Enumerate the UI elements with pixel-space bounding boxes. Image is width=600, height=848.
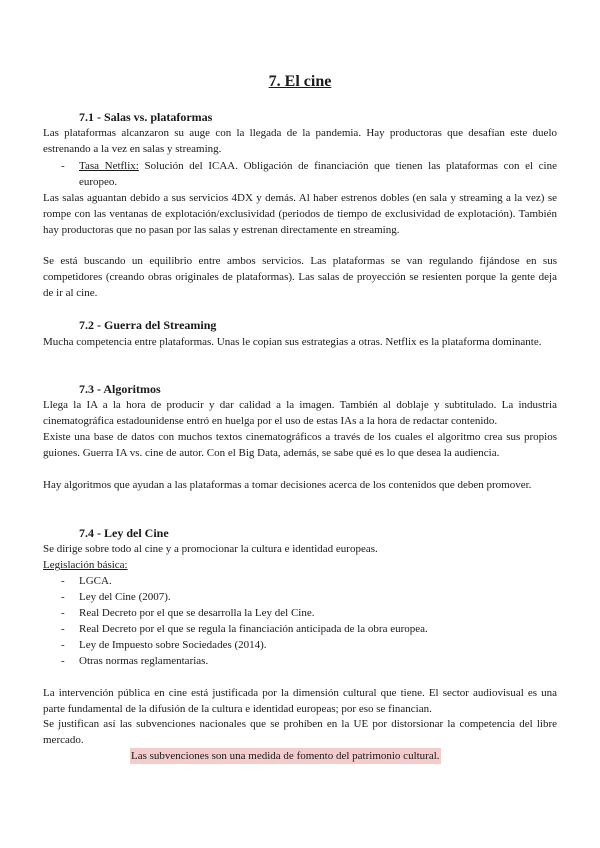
paragraph-equilibrio: Se está buscando un equilibrio entre ambos servicios. Las plataformas se van regulando fijándose en sus competidores (creando obras originales de plataformas). Las salas de proyección se resienten porque la gente deja de ir al cine. <box>43 255 557 299</box>
list-item: - Ley del Cine (2007). <box>61 591 171 603</box>
paragraph-cultura-europea: Se dirige sobre todo al cine y a promocionar la cultura e identidad europeas. <box>43 543 378 555</box>
bullet-dash: - <box>61 160 65 172</box>
highlighted-sentence: Las subvenciones son una medida de fomento del patrimonio cultural. <box>131 750 440 762</box>
paragraph-base-datos: Existe una base de datos con muchos textos cinematográficos a través de los cuales el algoritmo crea sus propios guiones. Guerra IA vs. cine de autor. Con el Big Data, además, se sabe qué es lo que desea la audiencia. <box>43 431 557 459</box>
paragraph-competencia: Mucha competencia entre plataformas. Unas le copian sus estrategias a otras. Netflix es la plataforma dominante. <box>43 336 542 348</box>
heading-salas-plataformas: 7.1 - Salas vs. plataformas <box>79 110 213 124</box>
paragraph-salas-aguantan: Las salas aguantan debido a sus servicios 4DX y demás. Al haber estrenos dobles (en sala y streaming a la vez) se rompe con las ventanas de explotación/exclusividad (periodos de tiempo de exclusividad de explotación). También hay productoras que no pasan por las salas y estrenan directamente en streaming. <box>43 192 557 236</box>
heading-ley-cine: 7.4 - Ley del Cine <box>79 526 169 540</box>
tasa-netflix-text: Solución del ICAA. Obligación de financiación que tienen las plataformas con el cine europeo. <box>79 160 557 188</box>
list-item: - Ley de Impuesto sobre Sociedades (2014). <box>61 639 267 651</box>
list-item: - Real Decreto por el que se desarrolla la Ley del Cine. <box>61 607 315 619</box>
legislacion-label: Legislación básica: <box>43 559 128 571</box>
list-item: - LGCA. <box>61 575 112 587</box>
bullet-tasa-netflix <box>79 158 557 190</box>
page-title: 7. El cine <box>268 73 332 90</box>
list-item: - Real Decreto por el que se regula la financiación anticipada de la obra europea. <box>61 623 428 635</box>
tasa-netflix-label: Tasa Netflix: <box>79 160 139 172</box>
paragraph-decisiones: Hay algoritmos que ayudan a las plataformas a tomar decisiones acerca de los contenidos que deben promover. <box>43 479 532 491</box>
heading-guerra-streaming: 7.2 - Guerra del Streaming <box>79 318 217 332</box>
paragraph-subvenciones: Se justifican así las subvenciones nacionales que se prohíben en la UE por distorsionar la competencia del libre mercado. <box>43 718 557 746</box>
list-item: - Otras normas reglamentarias. <box>61 655 209 667</box>
paragraph-intervencion: La intervención pública en cine está justificada por la dimensión cultural que tiene. El sector audiovisual es una parte fundamental de la difusión de la cultura e identidad europeas; por eso se financian. <box>43 687 557 715</box>
paragraph-auge-plataformas: Las plataformas alcanzaron su auge con la llegada de la pandemia. Hay productoras que desafían este duelo estrenando a la vez en salas y streaming. <box>43 127 557 155</box>
paragraph-ia: Llega la IA a la hora de producir y dar calidad a la imagen. También al doblaje y subtitulado. La industria cinematográfica estadounidense entró en huelga por el uso de estas IAs a la hora de redactar contenido. <box>43 399 557 427</box>
heading-algoritmos: 7.3 - Algoritmos <box>79 382 161 396</box>
